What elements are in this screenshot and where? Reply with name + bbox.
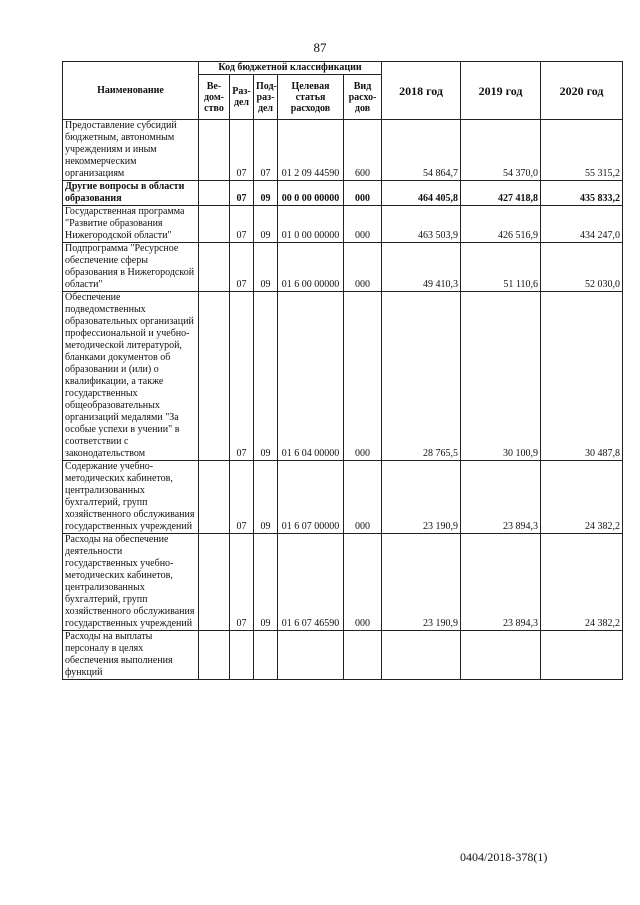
row-2018: 28 765,5: [382, 292, 461, 461]
row-vid: 000: [344, 181, 382, 206]
row-2019: 23 894,3: [461, 534, 541, 631]
row-vid: 000: [344, 206, 382, 243]
row-podrazdel: 09: [254, 181, 278, 206]
row-name: Содержание учебно-методических кабинетов, централизованных бухгалтерий, групп хозяйственного обслуживания государственных учреждений: [63, 461, 199, 534]
row-2018: 23 190,9: [382, 461, 461, 534]
row-vid: 000: [344, 243, 382, 292]
document-code: 0404/2018-378(1): [460, 850, 548, 864]
row-2020: 24 382,2: [541, 534, 623, 631]
row-2018: 464 405,8: [382, 181, 461, 206]
row-name: Подпрограмма "Ресурсное обеспечение сферы образования в Нижегородской области": [63, 243, 199, 292]
header-podrazdel: Под-раз-дел: [254, 75, 278, 120]
row-vid: 000: [344, 534, 382, 631]
page-number: 87: [313, 40, 327, 55]
row-target: 01 6 07 46590: [278, 534, 344, 631]
row-2020: 435 833,2: [541, 181, 623, 206]
row-razdel: 07: [230, 181, 254, 206]
row-vid: [344, 631, 382, 680]
row-vedomstvo: [199, 181, 230, 206]
table-row: [63, 292, 623, 461]
header-2019: 2019 год: [461, 62, 541, 120]
row-target: 01 6 00 00000: [278, 243, 344, 292]
row-2018: 23 190,9: [382, 534, 461, 631]
row-2020: 55 315,2: [541, 120, 623, 181]
row-vedomstvo: [199, 292, 230, 461]
row-razdel: 07: [230, 206, 254, 243]
row-2018: 54 864,7: [382, 120, 461, 181]
row-vedomstvo: [199, 243, 230, 292]
row-vid: 000: [344, 292, 382, 461]
row-podrazdel: 09: [254, 461, 278, 534]
row-2019: 427 418,8: [461, 181, 541, 206]
header-name: Наименование: [63, 62, 199, 120]
row-podrazdel: 09: [254, 243, 278, 292]
row-2018: 463 503,9: [382, 206, 461, 243]
row-2019: 30 100,9: [461, 292, 541, 461]
row-razdel: 07: [230, 461, 254, 534]
row-name: Обеспечение подведомственных образовательных организаций профессиональной и учебно-методической литературой, бланками документов об образовании и (или) о квалификации, а также государственных общеобразовательных организаций медалями "За особые успехи в учении" в соответствии с законодательством: [63, 292, 199, 461]
row-vedomstvo: [199, 534, 230, 631]
row-target: 01 6 07 00000: [278, 461, 344, 534]
row-2020: 52 030,0: [541, 243, 623, 292]
table-row: [63, 631, 623, 680]
row-name: Государственная программа "Развитие образования Нижегородской области": [63, 206, 199, 243]
header-vedomstvo: Ве-дом-ство: [199, 75, 230, 120]
row-podrazdel: 09: [254, 206, 278, 243]
row-2019: 51 110,6: [461, 243, 541, 292]
row-2018: 49 410,3: [382, 243, 461, 292]
row-razdel: 07: [230, 120, 254, 181]
row-vid: 600: [344, 120, 382, 181]
table-row: [63, 181, 623, 206]
row-2020: 24 382,2: [541, 461, 623, 534]
row-razdel: 07: [230, 243, 254, 292]
row-name: Расходы на обеспечение деятельности государственных учебно-методических кабинетов, централизованных бухгалтерий, групп хозяйственного обслуживания государственных учреждений: [63, 534, 199, 631]
row-vedomstvo: [199, 461, 230, 534]
budget-table: [62, 61, 623, 680]
row-vid: 000: [344, 461, 382, 534]
row-podrazdel: 09: [254, 534, 278, 631]
row-name: Расходы на выплаты персоналу в целях обеспечения выполнения функций: [63, 631, 199, 680]
row-2019: 426 516,9: [461, 206, 541, 243]
row-vedomstvo: [199, 631, 230, 680]
row-2019: [461, 631, 541, 680]
row-podrazdel: 07: [254, 120, 278, 181]
row-razdel: 07: [230, 534, 254, 631]
table-row: [63, 120, 623, 181]
row-2018: [382, 631, 461, 680]
row-razdel: 07: [230, 292, 254, 461]
row-target: 00 0 00 00000: [278, 181, 344, 206]
row-name: Другие вопросы в области образования: [63, 181, 199, 206]
row-target: 01 6 04 00000: [278, 292, 344, 461]
header-target: Целевая статья расходов: [278, 75, 344, 120]
row-vedomstvo: [199, 206, 230, 243]
header-2020: 2020 год: [541, 62, 623, 120]
table-row: [63, 461, 623, 534]
row-razdel: [230, 631, 254, 680]
row-podrazdel: 09: [254, 292, 278, 461]
row-target: 01 0 00 00000: [278, 206, 344, 243]
header-code-group: Код бюджетной классификации: [199, 62, 382, 75]
row-2019: 54 370,0: [461, 120, 541, 181]
row-name: Предоставление субсидий бюджетным, автономным учреждениям и иным некоммерческим организациям: [63, 120, 199, 181]
row-2019: 23 894,3: [461, 461, 541, 534]
table-row: [63, 243, 623, 292]
table-row: [63, 206, 623, 243]
row-vedomstvo: [199, 120, 230, 181]
row-target: [278, 631, 344, 680]
header-2018: 2018 год: [382, 62, 461, 120]
table-row: [63, 534, 623, 631]
row-2020: 30 487,8: [541, 292, 623, 461]
row-2020: 434 247,0: [541, 206, 623, 243]
row-podrazdel: [254, 631, 278, 680]
row-2020: [541, 631, 623, 680]
header-razdel: Раз-дел: [230, 75, 254, 120]
row-target: 01 2 09 44590: [278, 120, 344, 181]
header-vid: Вид расхо-дов: [344, 75, 382, 120]
